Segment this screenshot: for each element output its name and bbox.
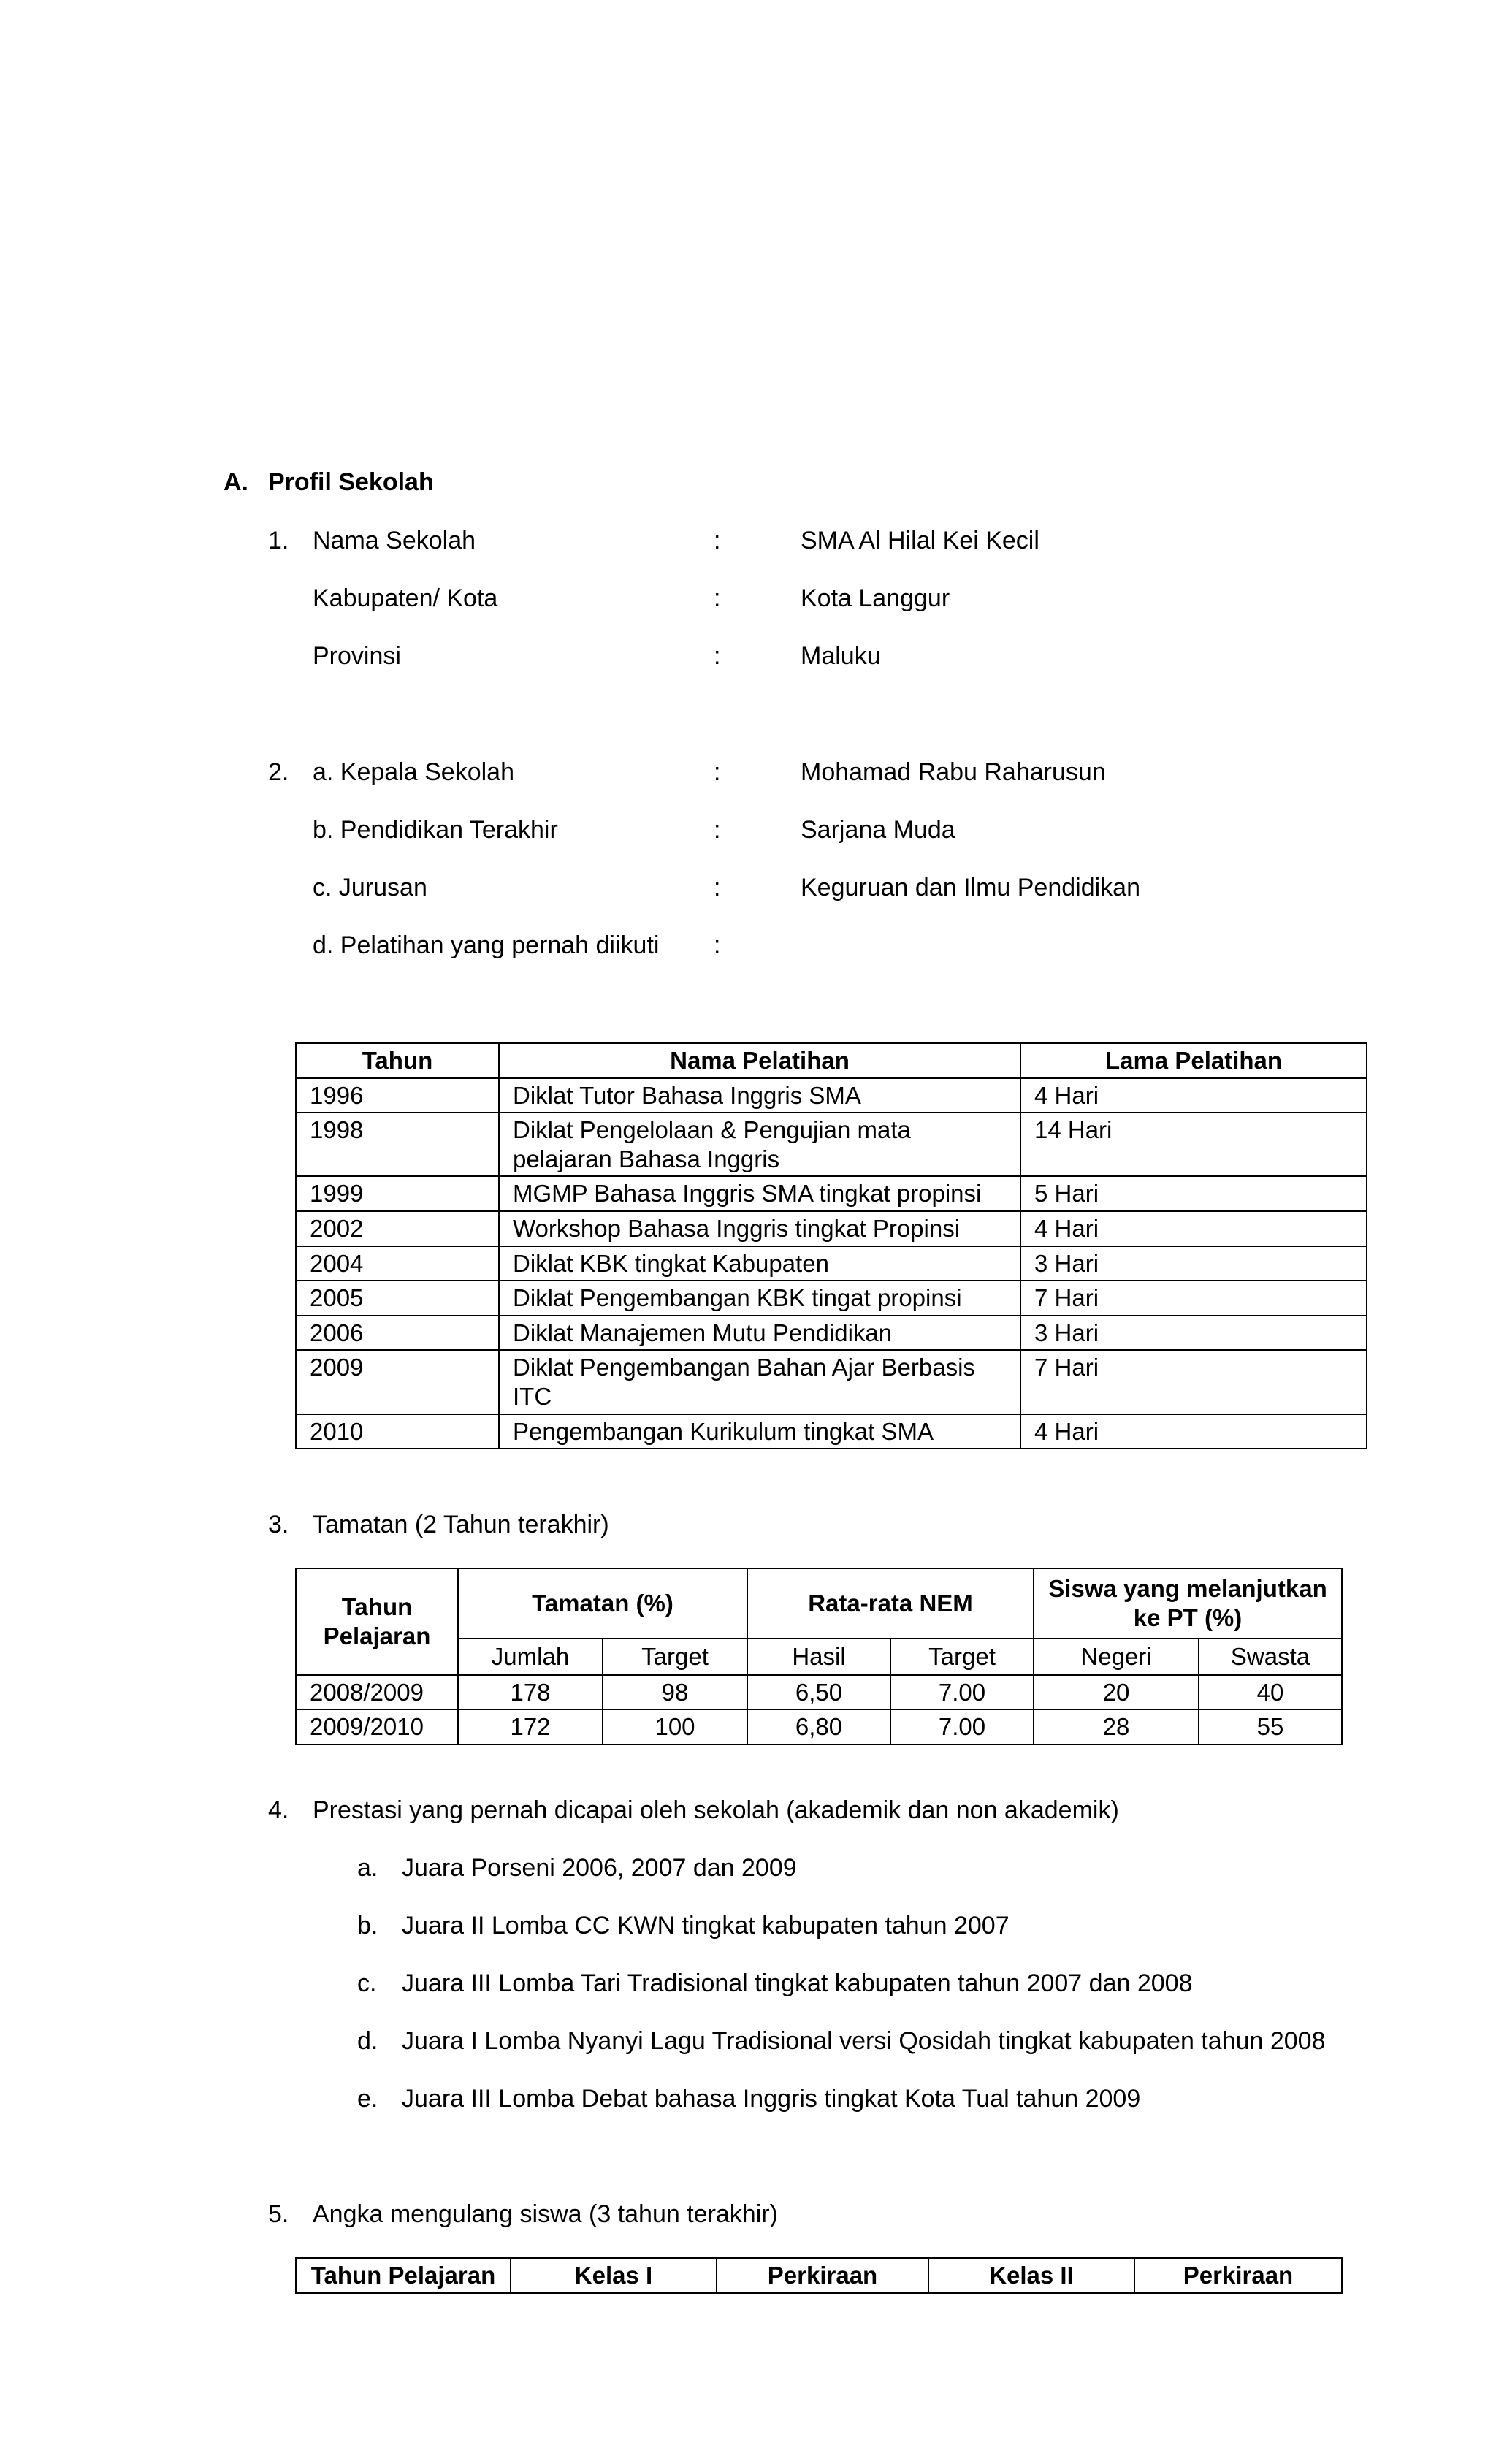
table-row bbox=[296, 1176, 1367, 1211]
name-cell: Diklat Manajemen Mutu Pendidikan bbox=[499, 1316, 1020, 1351]
item1-number: 1. bbox=[268, 527, 289, 554]
list-marker: d. bbox=[357, 2027, 378, 2055]
year-cell: 2009 bbox=[296, 1350, 499, 1414]
swasta-cell: 55 bbox=[1199, 1709, 1342, 1744]
year-header: Tahun Pelajaran bbox=[296, 1568, 458, 1675]
name-cell: Diklat Tutor Bahasa Inggris SMA bbox=[499, 1078, 1020, 1113]
table-row bbox=[296, 1211, 1367, 1246]
year-cell: 1999 bbox=[296, 1176, 499, 1211]
list-item: Juara I Lomba Nyanyi Lagu Tradisional versi Qosidah tingkat kabupaten tahun 2008 bbox=[402, 2027, 1326, 2055]
list-item: Juara III Lomba Debat bahasa Inggris tingkat Kota Tual tahun 2009 bbox=[402, 2085, 1141, 2113]
table-row bbox=[296, 1414, 1367, 1449]
training-table bbox=[295, 1042, 1367, 1449]
hasil-cell: 6,50 bbox=[747, 1675, 890, 1710]
table-row bbox=[296, 1316, 1367, 1351]
year-cell: 2008/2009 bbox=[296, 1675, 458, 1710]
table-header-row bbox=[296, 1043, 1367, 1078]
graduates-header: Tamatan (%) bbox=[458, 1568, 747, 1639]
negeri-cell: 20 bbox=[1034, 1675, 1199, 1710]
hasil-cell: 6,80 bbox=[747, 1709, 890, 1744]
table-row bbox=[296, 1709, 1342, 1744]
name-cell: Diklat KBK tingkat Kabupaten bbox=[499, 1246, 1020, 1281]
item4-number: 4. bbox=[268, 1796, 289, 1824]
nem-target-cell: 7.00 bbox=[890, 1675, 1034, 1710]
year-cell: 1998 bbox=[296, 1113, 499, 1176]
field-value: Mohamad Rabu Raharusun bbox=[801, 758, 1106, 786]
column-header: Tahun bbox=[296, 1043, 499, 1078]
list-item: Juara III Lomba Tari Tradisional tingkat kabupaten tahun 2007 dan 2008 bbox=[402, 1969, 1193, 1997]
field-colon: : bbox=[714, 758, 721, 786]
list-item: Juara II Lomba CC KWN tingkat kabupaten tahun 2007 bbox=[402, 1912, 1010, 1939]
target-cell: 98 bbox=[603, 1675, 747, 1710]
nem-header: Rata-rata NEM bbox=[747, 1568, 1034, 1639]
duration-cell: 4 Hari bbox=[1020, 1414, 1367, 1449]
negeri-cell: 28 bbox=[1034, 1709, 1199, 1744]
table-row bbox=[296, 1675, 1342, 1710]
item5-number: 5. bbox=[268, 2200, 289, 2228]
column-header: Swasta bbox=[1199, 1639, 1342, 1675]
table-row bbox=[296, 1350, 1367, 1414]
graduates-table bbox=[295, 1568, 1343, 1745]
name-cell: MGMP Bahasa Inggris SMA tingkat propinsi bbox=[499, 1176, 1020, 1211]
column-header: Kelas I bbox=[511, 2258, 717, 2293]
name-cell: Diklat Pengembangan KBK tingat propinsi bbox=[499, 1281, 1020, 1316]
jumlah-cell: 172 bbox=[458, 1709, 603, 1744]
section-title: Profil Sekolah bbox=[268, 468, 434, 496]
item3-number: 3. bbox=[268, 1511, 289, 1538]
repeat-table bbox=[295, 2257, 1343, 2294]
duration-cell: 7 Hari bbox=[1020, 1350, 1367, 1414]
year-cell: 2004 bbox=[296, 1246, 499, 1281]
field-label: a. Kepala Sekolah bbox=[313, 758, 514, 786]
duration-cell: 4 Hari bbox=[1020, 1078, 1367, 1113]
duration-cell: 5 Hari bbox=[1020, 1176, 1367, 1211]
field-colon: : bbox=[714, 642, 721, 670]
column-header: Perkiraan bbox=[717, 2258, 928, 2293]
column-header: Kelas II bbox=[928, 2258, 1134, 2293]
field-label: c. Jurusan bbox=[313, 874, 427, 901]
list-marker: b. bbox=[357, 1912, 378, 1939]
duration-cell: 3 Hari bbox=[1020, 1246, 1367, 1281]
column-header: Nama Pelatihan bbox=[499, 1043, 1020, 1078]
list-marker: a. bbox=[357, 1854, 378, 1882]
name-cell: Workshop Bahasa Inggris tingkat Propinsi bbox=[499, 1211, 1020, 1246]
name-cell: Diklat Pengembangan Bahan Ajar Berbasis ITC bbox=[499, 1350, 1020, 1414]
year-cell: 2006 bbox=[296, 1316, 499, 1351]
field-colon: : bbox=[714, 931, 721, 959]
column-header: Jumlah bbox=[458, 1639, 603, 1675]
list-marker: e. bbox=[357, 2085, 378, 2113]
table-row bbox=[296, 1078, 1367, 1113]
column-header: Target bbox=[890, 1639, 1034, 1675]
year-cell: 2010 bbox=[296, 1414, 499, 1449]
column-header: Tahun Pelajaran bbox=[296, 2258, 511, 2293]
item3-title: Tamatan (2 Tahun terakhir) bbox=[313, 1511, 609, 1538]
field-label: Provinsi bbox=[313, 642, 401, 670]
field-value: SMA Al Hilal Kei Kecil bbox=[801, 527, 1039, 554]
year-cell: 1996 bbox=[296, 1078, 499, 1113]
table-header-row bbox=[296, 1568, 1342, 1639]
field-colon: : bbox=[714, 816, 721, 844]
field-label: b. Pendidikan Terakhir bbox=[313, 816, 558, 844]
item5-title: Angka mengulang siswa (3 tahun terakhir) bbox=[313, 2200, 778, 2228]
field-label: Kabupaten/ Kota bbox=[313, 584, 498, 612]
field-colon: : bbox=[714, 527, 721, 554]
table-row bbox=[296, 1281, 1367, 1316]
column-header: Hasil bbox=[747, 1639, 890, 1675]
column-header: Lama Pelatihan bbox=[1020, 1043, 1367, 1078]
duration-cell: 7 Hari bbox=[1020, 1281, 1367, 1316]
duration-cell: 3 Hari bbox=[1020, 1316, 1367, 1351]
continuing-header: Siswa yang melanjutkan ke PT (%) bbox=[1034, 1568, 1342, 1639]
section-letter: A. bbox=[224, 468, 248, 496]
table-row bbox=[296, 1246, 1367, 1281]
name-cell: Pengembangan Kurikulum tingkat SMA bbox=[499, 1414, 1020, 1449]
duration-cell: 4 Hari bbox=[1020, 1211, 1367, 1246]
field-value: Keguruan dan Ilmu Pendidikan bbox=[801, 874, 1140, 901]
item2-number: 2. bbox=[268, 758, 289, 786]
target-cell: 100 bbox=[603, 1709, 747, 1744]
list-item: Juara Porseni 2006, 2007 dan 2009 bbox=[402, 1854, 797, 1882]
year-cell: 2005 bbox=[296, 1281, 499, 1316]
list-marker: c. bbox=[357, 1969, 377, 1997]
nem-target-cell: 7.00 bbox=[890, 1709, 1034, 1744]
table-row bbox=[296, 1113, 1367, 1176]
field-value: Sarjana Muda bbox=[801, 816, 955, 844]
column-header: Target bbox=[603, 1639, 747, 1675]
field-colon: : bbox=[714, 584, 721, 612]
name-cell: Diklat Pengelolaan & Pengujian mata pelajaran Bahasa Inggris bbox=[499, 1113, 1020, 1176]
table-header-row bbox=[296, 2258, 1342, 2293]
duration-cell: 14 Hari bbox=[1020, 1113, 1367, 1176]
year-cell: 2009/2010 bbox=[296, 1709, 458, 1744]
item4-title: Prestasi yang pernah dicapai oleh sekolah (akademik dan non akademik) bbox=[313, 1796, 1119, 1824]
year-cell: 2002 bbox=[296, 1211, 499, 1246]
field-value: Kota Langgur bbox=[801, 584, 950, 612]
field-value: Maluku bbox=[801, 642, 881, 670]
field-label: Nama Sekolah bbox=[313, 527, 476, 554]
field-label: d. Pelatihan yang pernah diikuti bbox=[313, 931, 660, 959]
column-header: Negeri bbox=[1034, 1639, 1199, 1675]
field-colon: : bbox=[714, 874, 721, 901]
jumlah-cell: 178 bbox=[458, 1675, 603, 1710]
column-header: Perkiraan bbox=[1134, 2258, 1342, 2293]
swasta-cell: 40 bbox=[1199, 1675, 1342, 1710]
